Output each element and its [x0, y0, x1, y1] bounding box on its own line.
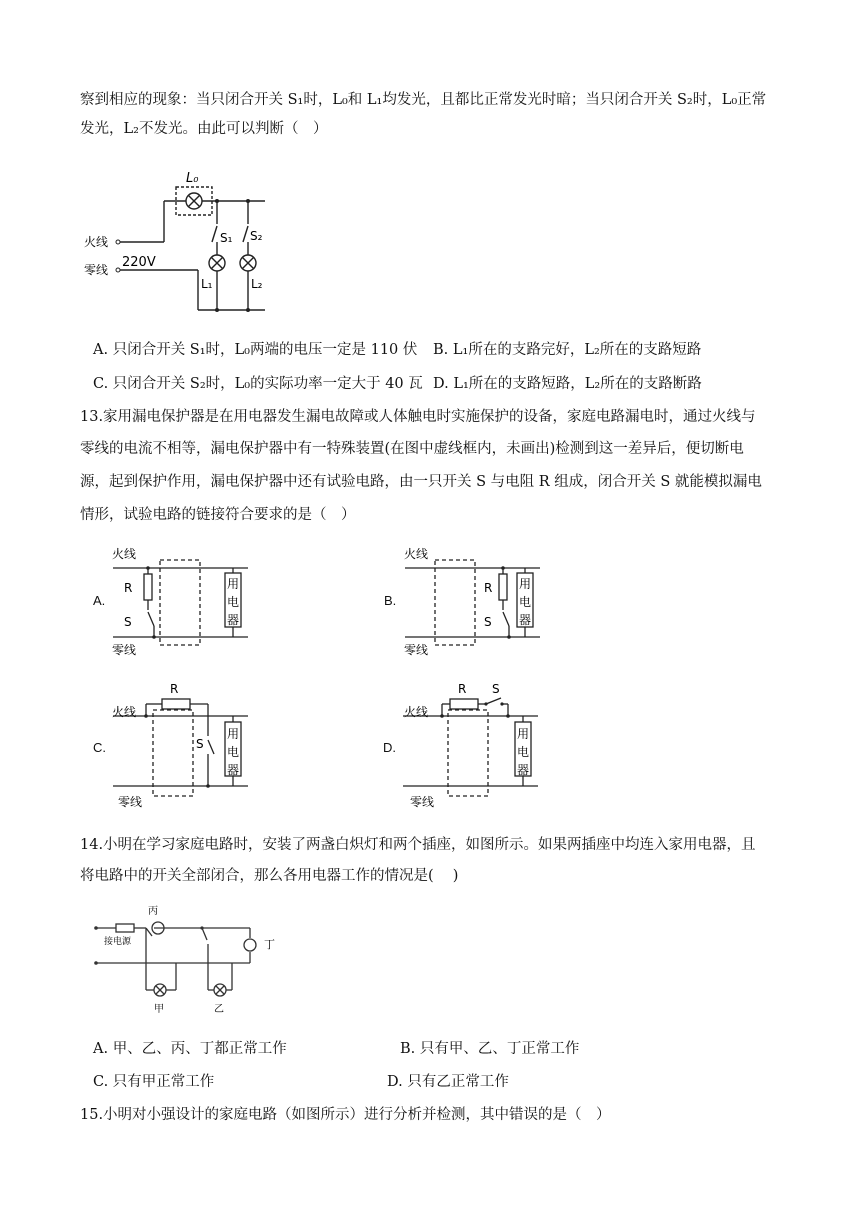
q13b-R: R [484, 581, 493, 595]
q12-option-d[interactable]: D. L₁所在的支路短路，L₂所在的支路断路 [433, 376, 702, 392]
q14-option-c[interactable]: C. 只有甲正常工作 [93, 1074, 215, 1090]
q13-option-a-label[interactable]: A. [93, 593, 106, 608]
q12-circuit-figure [80, 160, 300, 330]
q13d-neutral: 零线 [410, 795, 435, 809]
q13c-neutral: 零线 [118, 795, 143, 809]
q14-label-power: 接电源 [104, 937, 132, 947]
q13d-S: S [492, 682, 500, 696]
q13a-appliance-2: 电 [227, 595, 240, 609]
q13a-R: R [124, 581, 133, 595]
q13d-appliance-3: 器 [517, 763, 530, 777]
q13-stem-line2: 零线的电流不相等，漏电保护器中有一特殊装置(在图中虚线框内，未画出)检测到这一差异后，便切断电 [80, 441, 744, 457]
q13c-live: 火线 [112, 705, 137, 719]
q13a-appliance-1: 用 [227, 577, 240, 591]
q12-label-L0: L₀ [186, 171, 199, 186]
q13-stem-line4: 情形，试验电路的链接符合要求的是（ ） [80, 507, 356, 523]
q13-figure-b [400, 540, 550, 665]
q13c-appliance-2: 电 [227, 745, 240, 759]
q12-label-L2: L₂ [251, 277, 263, 291]
q12-label-S2: S₂ [250, 229, 263, 243]
q12-stem-line2: 发光，L₂不发光。由此可以判断（ ） [80, 121, 328, 137]
q13a-appliance-3: 器 [227, 613, 240, 627]
q14-label-yi: 乙 [214, 1004, 224, 1015]
q12-option-a[interactable]: A. 只闭合开关 S₁时，L₀两端的电压一定是 110 伏 [93, 342, 418, 358]
q13a-neutral: 零线 [112, 643, 137, 657]
q12-label-live: 火线 [84, 235, 109, 249]
q13-figure-a [108, 540, 258, 665]
q14-label-jia: 甲 [154, 1004, 164, 1015]
q14-option-b[interactable]: B. 只有甲、乙、丁正常工作 [400, 1041, 580, 1057]
q14-label-ding: 丁 [264, 938, 275, 951]
q13b-appliance-1: 用 [519, 577, 532, 591]
q12-label-L1: L₁ [201, 277, 213, 291]
q13-figure-c [108, 678, 258, 813]
q13b-S: S [484, 615, 492, 629]
q13d-appliance-2: 电 [517, 745, 530, 759]
q12-label-S1: S₁ [220, 231, 233, 245]
q15-stem: 15.小明对小强设计的家庭电路（如图所示）进行分析并检测，其中错误的是（ ） [80, 1107, 611, 1123]
q13-figure-d [398, 678, 548, 813]
q12-label-voltage: 220V [122, 255, 156, 270]
q12-option-c[interactable]: C. 只闭合开关 S₂时，L₀的实际功率一定大于 40 瓦 [93, 376, 423, 392]
q14-stem-line1: 14.小明在学习家庭电路时，安装了两盏白炽灯和两个插座，如图所示。如果两插座中均连入家用电器，且 [80, 837, 756, 853]
q12-label-neutral: 零线 [84, 263, 109, 277]
q13b-neutral: 零线 [404, 643, 429, 657]
q13-stem-line3: 源，起到保护作用，漏电保护器中还有试验电路，由一只开关 S 与电阻 R 组成，闭合开关 S 就能模拟漏电 [80, 474, 762, 490]
q13c-appliance-3: 器 [227, 763, 240, 777]
q13c-appliance-1: 用 [227, 727, 240, 741]
q13a-live: 火线 [112, 547, 137, 561]
q13a-S: S [124, 615, 132, 629]
q13c-R: R [170, 682, 179, 696]
q12-stem-line1: 察到相应的现象：当只闭合开关 S₁时，L₀和 L₁均发光，且都比正常发光时暗；当只闭合开关 S₂时，L₀正常 [80, 92, 767, 108]
q14-circuit-figure [90, 900, 290, 1020]
q12-option-b[interactable]: B. L₁所在的支路完好，L₂所在的支路短路 [433, 342, 702, 358]
q13-stem-line1: 13.家用漏电保护器是在用电器发生漏电故障或人体触电时实施保护的设备，家庭电路漏电时，通过火线与 [80, 409, 756, 425]
q13b-appliance-3: 器 [519, 613, 532, 627]
q13d-appliance-1: 用 [517, 727, 530, 741]
q14-label-bing: 丙 [148, 906, 158, 917]
q13d-live: 火线 [404, 705, 429, 719]
q14-option-d[interactable]: D. 只有乙正常工作 [387, 1074, 509, 1090]
q13d-R: R [458, 682, 467, 696]
q14-option-a[interactable]: A. 甲、乙、丙、丁都正常工作 [93, 1041, 287, 1057]
q13-option-d-label[interactable]: D. [383, 740, 396, 755]
q13c-S: S [196, 737, 204, 751]
q14-stem-line2: 将电路中的开关全部闭合，那么各用电器工作的情况是( ) [80, 868, 459, 884]
q13-option-c-label[interactable]: C. [93, 740, 106, 755]
q13b-appliance-2: 电 [519, 595, 532, 609]
q13b-live: 火线 [404, 547, 429, 561]
q13-option-b-label[interactable]: B. [384, 593, 397, 608]
